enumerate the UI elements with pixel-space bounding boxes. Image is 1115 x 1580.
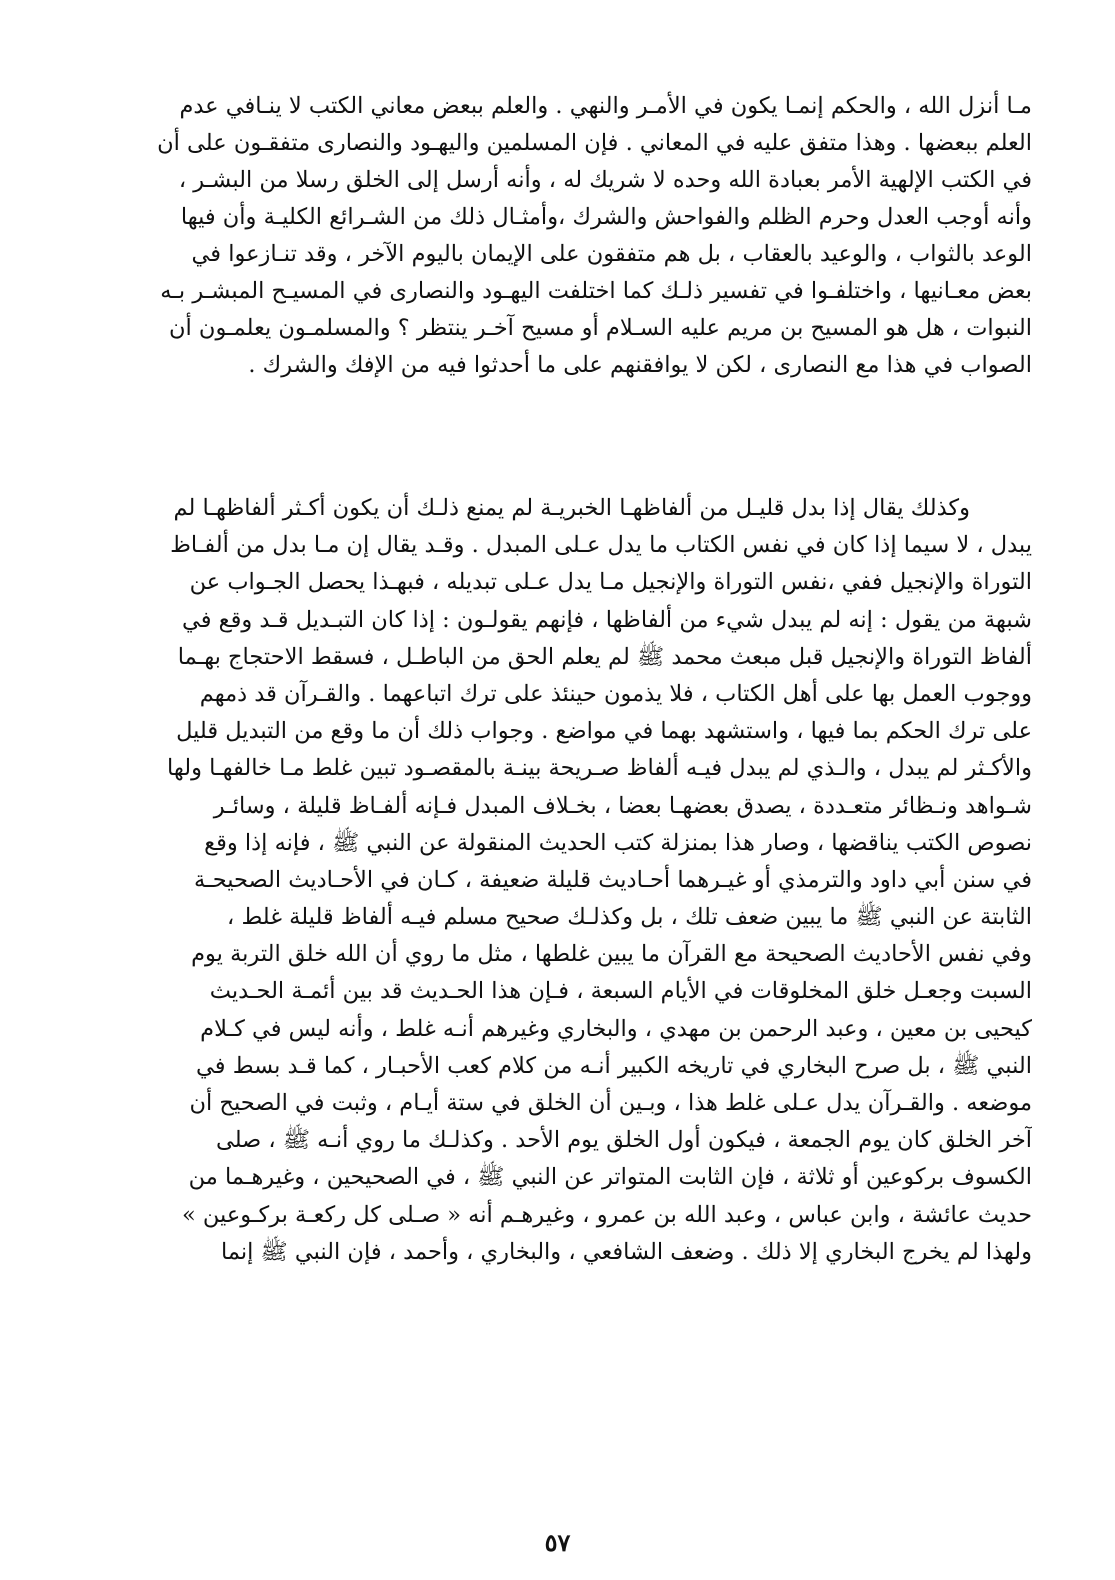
text-line: شبهة من يقول : إنه لم يبدل شيء من ألفاظها ، فإنهم يقولـون : إذا كان التبـديل قـد وقع في xyxy=(182,606,1032,633)
text-line: التوراة والإنجيل ففي ،نفس التوراة والإنجيل مـا يدل عـلى تبديله ، فبهـذا يحصل الجـواب عن xyxy=(189,569,1032,596)
text-line: مـا أنزل الله ، والحكم إنمـا يكون في الأمـر والنهي . والعلم ببعض معاني الكتب لا ينـافي عدم xyxy=(179,93,1032,119)
text-line: كيحيى بن معين ، وعبد الرحمن بن مهدي ، والبخاري وغيرهم أنـه غلط ، وأنه ليس في كـلام xyxy=(200,1015,1032,1042)
paragraph-1 xyxy=(76,88,1032,384)
text-line: الوعد بالثواب ، والوعيد بالعقاب ، بل هم متفقون على الإيمان باليوم الآخر ، وقد تنـازعوا في xyxy=(191,241,1032,267)
text-line: العلم ببعضها . وهذا متفق عليه في المعاني . فإن المسلمين واليهـود والنصارى متفقـون على أن xyxy=(157,130,1032,156)
text-line: وفي نفس الأحاديث الصحيحة مع القرآن ما يبين غلطها ، مثل ما روي أن الله خلق التربة يوم xyxy=(191,941,1032,968)
text-line: بعض معـانيها ، واختلفـوا في تفسير ذلـك كما اختلفت اليهـود والنصارى في المسيـح المبشـر بـه xyxy=(160,278,1032,304)
page-number: ٥٧ xyxy=(544,1528,571,1557)
text-line: في سنن أبي داود والترمذي أو غيـرهما أحـاديث قليلة ضعيفة ، كـان في الأحـاديث الصحيحـة xyxy=(194,866,1032,893)
text-line: ألفاظ التوراة والإنجيل قبل مبعث محمد ﷺ لم يعلم الحق من الباطـل ، فسقط الاحتجاج بهـما xyxy=(177,643,1032,670)
text-line: وأنه أوجب العدل وحرم الظلم والفواحش والشرك ،وأمثـال ذلك من الشـرائع الكليـة وأن فيها xyxy=(180,204,1032,230)
text-line: ووجوب العمل بها على أهل الكتاب ، فلا يذمون حينئذ على ترك اتباعهما . والقـرآن قد ذمهم xyxy=(199,680,1032,707)
text-line: الكسوف بركوعين أو ثلاثة ، فإن الثابت المتواتر عن النبي ﷺ ، في الصحيحين ، وغيرهـما من xyxy=(188,1164,1032,1191)
text-line: على ترك الحكم بما فيها ، واستشهد بهما في مواضع . وجواب ذلك أن ما وقع من التبديل قليل xyxy=(176,718,1032,745)
text-line: وكذلك يقال إذا بدل قليـل من ألفاظهـا الخبريـة لم يمنع ذلـك أن يكون أكـثر ألفاظهـا لم xyxy=(173,495,970,521)
text-line: حديث عائشة ، وابن عباس ، وعبد الله بن عمرو ، وغيرهـم أنه « صـلى كل ركعـة بركـوعين » xyxy=(182,1201,1032,1228)
text-line: الثابتة عن النبي ﷺ ما يبين ضعف تلك ، بل وكذلـك صحيح مسلم فيـه ألفاظ قليلة غلط ، xyxy=(227,904,1032,931)
text-line: آخر الخلق كان يوم الجمعة ، فيكون أول الخلق يوم الأحد . وكذلـك ما روي أنـه ﷺ ، صلى xyxy=(215,1127,1032,1154)
text-line: موضعه . والقـرآن يدل عـلى غلط هذا ، وبـين أن الخلق في ستة أيـام ، وثبت في الصحيح أن xyxy=(189,1090,1032,1116)
paragraph-2 xyxy=(76,490,1032,1271)
text-line: ولهذا لم يخرج البخاري إلا ذلك . وضعف الشافعي ، والبخاري ، وأحمد ، فإن النبي ﷺ إنما xyxy=(220,1238,1032,1265)
text-line: نصوص الكتب يناقضها ، وصار هذا بمنزلة كتب الحديث المنقولة عن النبي ﷺ ، فإنه إذا وقع xyxy=(204,829,1032,856)
text-line: السبت وجعـل خلق المخلوقات في الأيام السبعة ، فـإن هذا الحـديث قد بين أئمـة الحـديث xyxy=(209,978,1032,1005)
text-line: النبوات ، هل هو المسيح بن مريم عليه السـلام أو مسيح آخـر ينتظر ؟ والمسلمـون يعلمـون أن xyxy=(169,315,1032,341)
text-line: شـواهد ونـظائر متعـددة ، يصدق بعضهـا بعضا ، بخـلاف المبدل فـإنه ألفـاظ قليلة ، وسائـر xyxy=(213,792,1032,819)
text-line: النبي ﷺ ، بل صرح البخاري في تاريخه الكبير أنـه من كلام كعب الأحبـار ، كما قـد بسط في xyxy=(196,1052,1032,1079)
text-line: والأكـثر لم يبدل ، والـذي لم يبدل فيـه ألفاظ صـريحة بينـة بالمقصـود تبين غلط مـا خالفهـا ولها xyxy=(167,755,1032,782)
text-line: الصواب في هذا مع النصارى ، لكن لا يوافقنهم على ما أحدثوا فيه من الإفك والشرك . xyxy=(248,352,1032,378)
text-line: يبدل ، لا سيما إذا كان في نفس الكتاب ما يدل عـلى المبدل . وقـد يقال إن مـا بدل من ألفـاظ xyxy=(170,532,1032,559)
text-line: في الكتب الإلهية الأمر بعبادة الله وحده لا شريك له ، وأنه أرسل إلى الخلق رسلا من البشـر ، xyxy=(178,167,1032,193)
